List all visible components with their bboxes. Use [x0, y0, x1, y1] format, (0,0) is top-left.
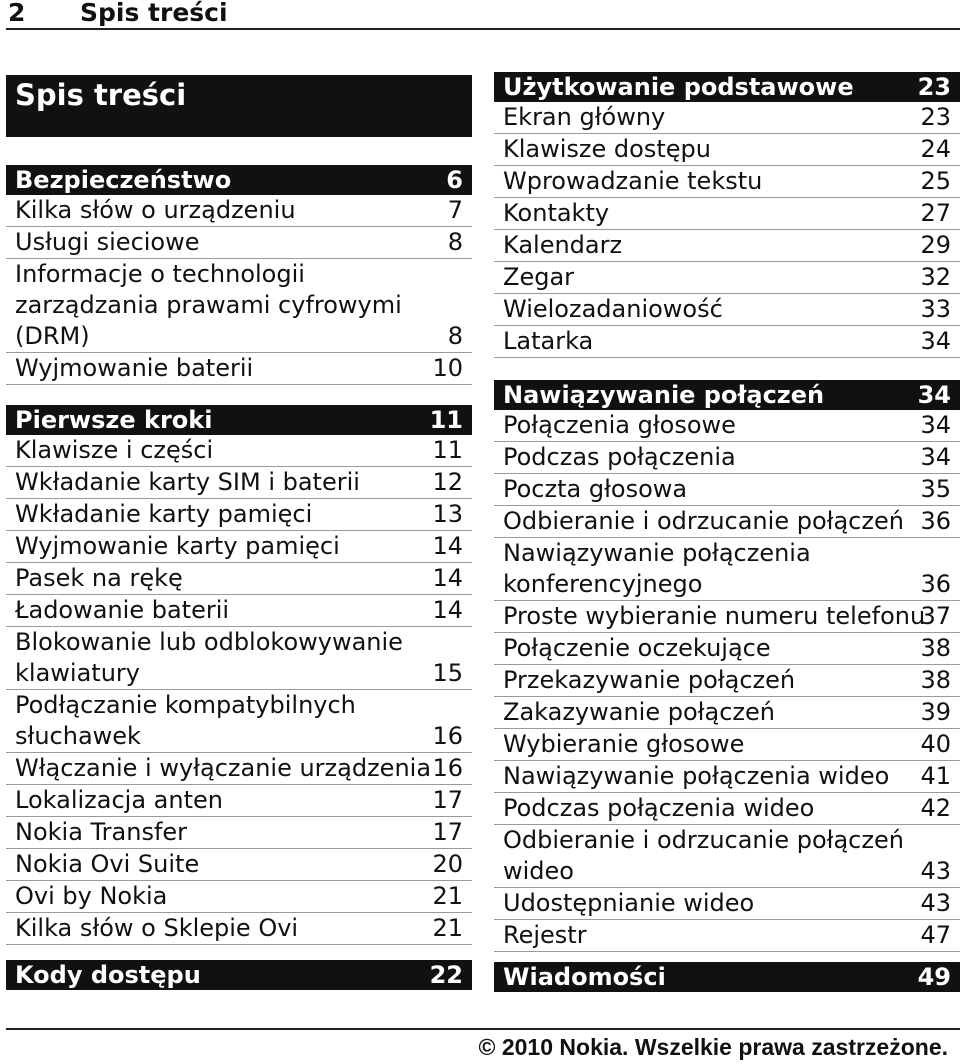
- entry-label-line: Nawiązywanie połączenia: [503, 539, 811, 567]
- entry-label-line: Blokowanie lub odblokowywanie: [15, 628, 403, 656]
- entry-label: [494, 761, 960, 792]
- entry-label: [494, 102, 960, 133]
- toc-entry-nawiazywanie-polaczenia-konferencyjnego[interactable]: [494, 538, 960, 601]
- entry-label: [6, 563, 472, 594]
- page-ref: 47: [920, 921, 951, 949]
- toc-entry-wyjmowanie-karty-pamieci[interactable]: [6, 531, 472, 563]
- toc-entry-latarka[interactable]: [494, 326, 960, 358]
- copyright-notice: © 2010 Nokia. Wszelkie prawa zastrzeżone.: [478, 1034, 948, 1060]
- entry-label-line: Informacje o technologii: [15, 260, 305, 288]
- toc-section: [6, 405, 472, 945]
- page-header: [0, 0, 960, 28]
- toc-section: [494, 72, 960, 358]
- toc-entry-kontakty[interactable]: [494, 198, 960, 230]
- page-ref: 13: [432, 500, 463, 528]
- entry-label: [6, 849, 472, 880]
- page-ref: 36: [920, 570, 951, 598]
- toc-entry-podczas-polaczenia[interactable]: [494, 442, 960, 474]
- page-ref: 21: [432, 914, 463, 942]
- page-ref: 7: [447, 196, 463, 224]
- toc-entry-przekazywanie-polaczen[interactable]: [494, 665, 960, 697]
- page-ref: 21: [432, 882, 463, 910]
- entry-label-line: zarządzania prawami cyfrowymi: [15, 291, 402, 319]
- entry-label-line: Kalendarz: [503, 231, 623, 259]
- toc-entry-klawisze-i-czesci[interactable]: [6, 435, 472, 467]
- entry-label: [6, 435, 472, 466]
- page-ref: 43: [920, 857, 951, 885]
- page-ref: 34: [920, 411, 951, 439]
- entry-label-line: Rejestr: [503, 921, 587, 949]
- toc-section: [6, 165, 472, 385]
- page-ref: 35: [920, 475, 951, 503]
- entry-label-line: Klawisze i części: [15, 436, 214, 464]
- page-ref: 16: [432, 754, 463, 782]
- toc-entry-odbieranie-i-odrzucanie-polaczen-wideo[interactable]: [494, 825, 960, 888]
- entry-label: [494, 729, 960, 760]
- entry-label: [6, 881, 472, 912]
- entry-label: [6, 259, 472, 352]
- entry-label-line: wideo: [503, 857, 574, 885]
- toc-entry-informacje-o-technologii-zarzadzania-prawami-cyfrowymi-drm[interactable]: [6, 259, 472, 353]
- entry-label-line: Usługi sieciowe: [15, 228, 200, 256]
- toc-entry-odbieranie-i-odrzucanie-polaczen[interactable]: [494, 506, 960, 538]
- toc-entry-podczas-polaczenia-wideo[interactable]: [494, 793, 960, 825]
- page-title: Spis treści: [80, 0, 228, 27]
- toc-entry-nokia-ovi-suite[interactable]: [6, 849, 472, 881]
- entry-label: [494, 442, 960, 473]
- entry-label-line: Kody dostępu: [15, 961, 201, 989]
- entry-label: [494, 134, 960, 165]
- entry-label-line: Podczas połączenia wideo: [503, 794, 815, 822]
- entry-label: [494, 410, 960, 441]
- toc-title: Spis treści: [6, 75, 472, 137]
- entry-label: [494, 326, 960, 357]
- entry-label-line: Włączanie i wyłączanie urządzenia: [15, 754, 432, 782]
- entry-label-line: Pasek na rękę: [15, 564, 183, 592]
- entry-label: [6, 467, 472, 498]
- entry-label-line: Przekazywanie połączeń: [503, 666, 796, 694]
- page-ref: 6: [446, 166, 463, 194]
- entry-label-line: Odbieranie i odrzucanie połączeń: [503, 826, 904, 854]
- entry-label: [6, 195, 472, 226]
- entry-label-line: Pierwsze kroki: [15, 406, 213, 434]
- toc-entry-udostepnianie-wideo[interactable]: [494, 888, 960, 920]
- page-ref: 41: [920, 762, 951, 790]
- entry-label-line: Wprowadzanie tekstu: [503, 167, 763, 195]
- page-ref: 8: [447, 228, 463, 256]
- page-ref: 38: [920, 666, 951, 694]
- entry-label-line: Ovi by Nokia: [15, 882, 168, 910]
- page-ref: 14: [432, 596, 463, 624]
- page-ref: 42: [920, 794, 951, 822]
- section-heading-wiadomosci[interactable]: [494, 962, 960, 992]
- toc-entry-ekran-glowny[interactable]: [494, 102, 960, 134]
- entry-label: [494, 793, 960, 824]
- entry-label: [494, 72, 960, 102]
- entry-label: [494, 506, 960, 537]
- section-heading-uzytkowanie-podstawowe[interactable]: [494, 72, 960, 102]
- entry-label: [494, 538, 960, 600]
- entry-label: [6, 227, 472, 258]
- toc-entry-kilka-slow-o-urzadzeniu[interactable]: [6, 195, 472, 227]
- entry-label: [494, 962, 960, 992]
- entry-label: [6, 753, 472, 784]
- page-ref: 34: [920, 443, 951, 471]
- entry-label: [494, 697, 960, 728]
- page-ref: 29: [920, 231, 951, 259]
- toc-entry-uslugi-sieciowe[interactable]: [6, 227, 472, 259]
- page-ref: 33: [920, 295, 951, 323]
- entry-label-line: Połączenia głosowe: [503, 411, 736, 439]
- entry-label-line: Ładowanie baterii: [15, 596, 230, 624]
- toc-entry-wyjmowanie-baterii[interactable]: [6, 353, 472, 385]
- page-ref: 10: [432, 354, 463, 382]
- page-ref: 20: [432, 850, 463, 878]
- toc-entry-polaczenie-oczekujace[interactable]: [494, 633, 960, 665]
- page-ref: 34: [920, 327, 951, 355]
- entry-label-line: klawiatury: [15, 659, 140, 687]
- page-ref: 14: [432, 532, 463, 560]
- entry-label-line: Poczta głosowa: [503, 475, 688, 503]
- entry-label-line: Nawiązywanie połączeń: [503, 381, 825, 409]
- page-ref: 37: [920, 602, 951, 630]
- entry-label-line: słuchawek: [15, 722, 141, 750]
- section-heading-bezpieczenstwo[interactable]: [6, 165, 472, 195]
- page-ref: 23: [920, 103, 951, 131]
- toc-entry-wkladanie-karty-sim-i-baterii[interactable]: [6, 467, 472, 499]
- toc-entry-wprowadzanie-tekstu[interactable]: [494, 166, 960, 198]
- toc-entry-kalendarz[interactable]: [494, 230, 960, 262]
- entry-label: [494, 601, 960, 632]
- entry-label: [6, 785, 472, 816]
- entry-label: [494, 633, 960, 664]
- toc-entry-lokalizacja-anten[interactable]: [6, 785, 472, 817]
- entry-label-line: Wyjmowanie karty pamięci: [15, 532, 340, 560]
- entry-label-line: Odbieranie i odrzucanie połączeń: [503, 507, 904, 535]
- entry-label-line: Bezpieczeństwo: [15, 166, 232, 194]
- section-heading-pierwsze-kroki[interactable]: [6, 405, 472, 435]
- page-ref: 22: [429, 961, 463, 989]
- toc-entry-wkladanie-karty-pamieci[interactable]: [6, 499, 472, 531]
- entry-label: [494, 166, 960, 197]
- page-ref: 11: [432, 436, 463, 464]
- entry-label-line: Proste wybieranie numeru telefonu: [503, 602, 926, 630]
- entry-label-line: Nokia Transfer: [15, 818, 188, 846]
- entry-label-line: Latarka: [503, 327, 594, 355]
- entry-label: [494, 474, 960, 505]
- page-ref: 16: [432, 722, 463, 750]
- entry-label-line: Wkładanie karty SIM i baterii: [15, 468, 360, 496]
- entry-label-line: Udostępnianie wideo: [503, 889, 755, 917]
- toc-entry-pasek-na-reke[interactable]: [6, 563, 472, 595]
- header-divider: [6, 28, 960, 30]
- entry-label: [494, 262, 960, 293]
- toc-entry-zegar[interactable]: [494, 262, 960, 294]
- toc-entry-rejestr[interactable]: [494, 920, 960, 952]
- toc-entry-nokia-transfer[interactable]: [6, 817, 472, 849]
- toc-entry-ladowanie-baterii[interactable]: [6, 595, 472, 627]
- page-ref: 8: [447, 322, 463, 350]
- entry-label-line: Zakazywanie połączeń: [503, 698, 775, 726]
- entry-label-line: Wybieranie głosowe: [503, 730, 745, 758]
- entry-label: [6, 627, 472, 689]
- page-ref: 27: [920, 199, 951, 227]
- entry-label-line: Podłączanie kompatybilnych: [15, 691, 356, 719]
- entry-label-line: Nokia Ovi Suite: [15, 850, 200, 878]
- entry-label: [6, 353, 472, 384]
- section-heading-kody-dostepu[interactable]: [6, 960, 472, 990]
- entry-label: [494, 825, 960, 887]
- entry-label-line: Kontakty: [503, 199, 610, 227]
- section-heading-nawiazywanie-polaczen[interactable]: [494, 380, 960, 410]
- page-ref: 25: [920, 167, 951, 195]
- toc-entry-proste-wybieranie-numeru-telefonu[interactable]: [494, 601, 960, 633]
- toc-entry-polaczenia-glosowe[interactable]: [494, 410, 960, 442]
- page-ref: 17: [432, 818, 463, 846]
- page-ref: 23: [917, 73, 951, 101]
- toc-entry-poczta-glosowa[interactable]: [494, 474, 960, 506]
- entry-label: [6, 960, 472, 990]
- entry-label: [494, 920, 960, 951]
- toc-entry-podlaczanie-kompatybilnych-sluchawek[interactable]: [6, 690, 472, 753]
- page-ref: 38: [920, 634, 951, 662]
- toc-section: [494, 380, 960, 952]
- page-ref: 49: [917, 963, 951, 991]
- entry-label-line: (DRM): [15, 322, 90, 350]
- entry-label-line: Połączenie oczekujące: [503, 634, 771, 662]
- toc-entry-wybieranie-glosowe[interactable]: [494, 729, 960, 761]
- entry-label-line: Ekran główny: [503, 103, 666, 131]
- entry-label-line: Użytkowanie podstawowe: [503, 73, 854, 101]
- toc-entry-wlaczanie-i-wylaczanie-urzadzenia[interactable]: [6, 753, 472, 785]
- entry-label: [494, 665, 960, 696]
- page-ref: 32: [920, 263, 951, 291]
- entry-label: [494, 888, 960, 919]
- entry-label: [6, 531, 472, 562]
- toc-section: [494, 962, 960, 992]
- entry-label: [6, 405, 472, 435]
- entry-label: [6, 499, 472, 530]
- entry-label-line: konferencyjnego: [503, 570, 703, 598]
- page-ref: 39: [920, 698, 951, 726]
- entry-label-line: Podczas połączenia: [503, 443, 736, 471]
- entry-label: [6, 595, 472, 626]
- entry-label-line: Wkładanie karty pamięci: [15, 500, 313, 528]
- entry-label: [494, 230, 960, 261]
- toc-section: [6, 960, 472, 990]
- entry-label: [494, 294, 960, 325]
- toc-entry-nawiazywanie-polaczenia-wideo[interactable]: [494, 761, 960, 793]
- entry-label: [6, 817, 472, 848]
- entry-label-line: Nawiązywanie połączenia wideo: [503, 762, 890, 790]
- toc-entry-klawisze-dostepu[interactable]: [494, 134, 960, 166]
- entry-label-line: Wielozadaniowość: [503, 295, 723, 323]
- entry-label-line: Kilka słów o urządzeniu: [15, 196, 296, 224]
- page-ref: 34: [917, 381, 951, 409]
- page-ref: 17: [432, 786, 463, 814]
- toc-entry-zakazywanie-polaczen[interactable]: [494, 697, 960, 729]
- entry-label-line: Klawisze dostępu: [503, 135, 711, 163]
- page-ref: 11: [429, 406, 463, 434]
- entry-label-line: Zegar: [503, 263, 575, 291]
- toc-entry-kilka-slow-o-sklepie-ovi[interactable]: [6, 913, 472, 945]
- entry-label-line: Kilka słów o Sklepie Ovi: [15, 914, 299, 942]
- page-ref: 14: [432, 564, 463, 592]
- page-ref: 40: [920, 730, 951, 758]
- page-ref: 15: [432, 659, 463, 687]
- toc-entry-wielozadaniowosc[interactable]: [494, 294, 960, 326]
- entry-label: [6, 165, 472, 195]
- page-number: 2: [8, 0, 26, 27]
- page-ref: 12: [432, 468, 463, 496]
- entry-label: [6, 690, 472, 752]
- toc-entry-ovi-by-nokia[interactable]: [6, 881, 472, 913]
- entry-label: [494, 380, 960, 410]
- entry-label-line: Lokalizacja anten: [15, 786, 223, 814]
- page-ref: 43: [920, 889, 951, 917]
- entry-label-line: Wiadomości: [503, 963, 666, 991]
- page-ref: 36: [920, 507, 951, 535]
- entry-label: [6, 913, 472, 944]
- entry-label-line: Wyjmowanie baterii: [15, 354, 254, 382]
- entry-label: [494, 198, 960, 229]
- toc-entry-blokowanie-lub-odblokowywanie-klawiatury[interactable]: [6, 627, 472, 690]
- page-ref: 24: [920, 135, 951, 163]
